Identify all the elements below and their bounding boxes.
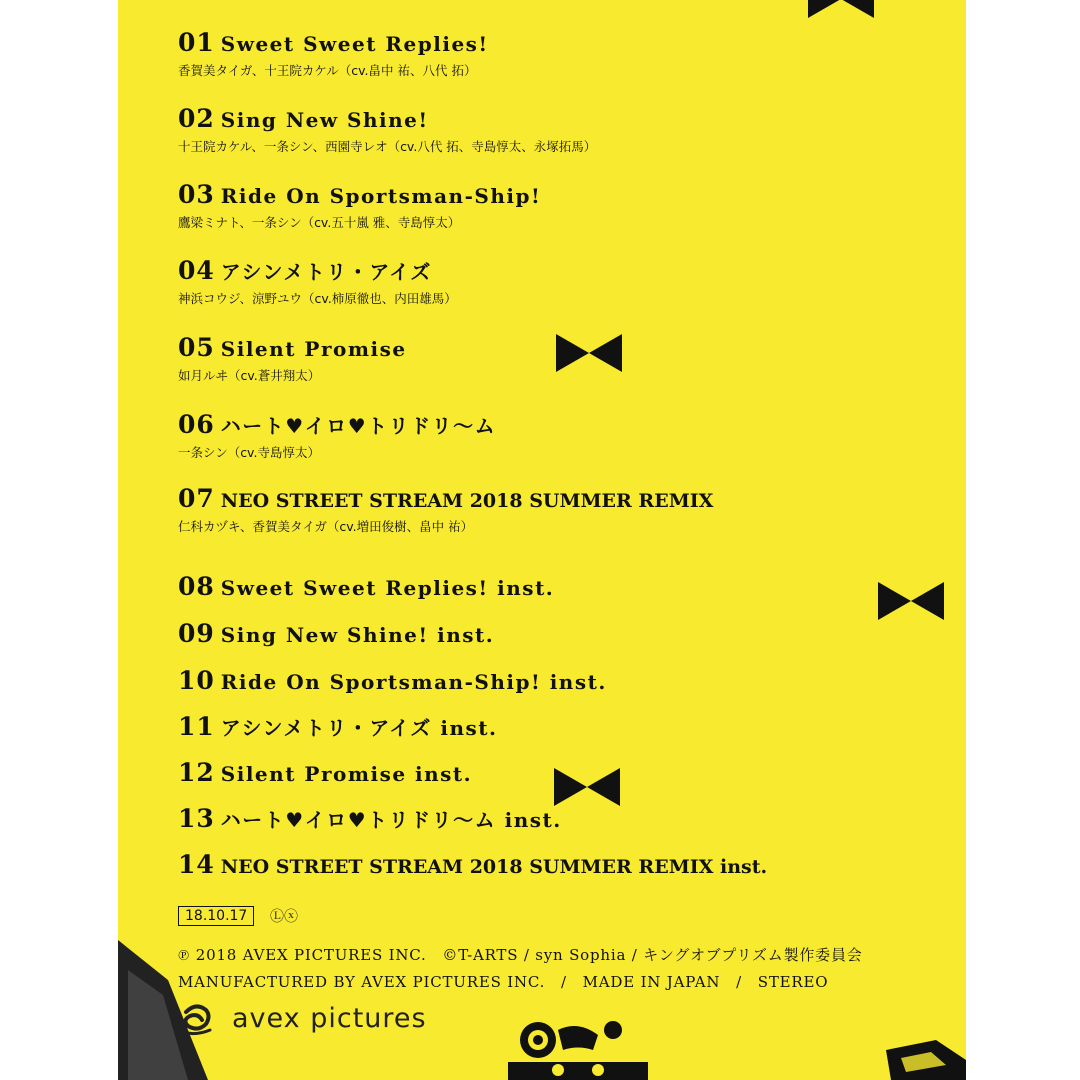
track-13	[178, 804, 562, 833]
corner-artwork-decoration	[876, 1020, 966, 1080]
corner-artwork-decoration	[118, 940, 208, 1080]
track-11	[178, 712, 497, 741]
track-05	[178, 333, 407, 384]
track-04	[178, 256, 457, 307]
right-margin	[966, 0, 1080, 1080]
track-number: 02	[178, 104, 215, 133]
track-08	[178, 572, 554, 601]
bow-decoration	[554, 768, 620, 806]
track-artist: 一条シン（cv.寺島惇太）	[178, 445, 320, 460]
track-number: 08	[178, 572, 215, 601]
track-number: 09	[178, 619, 215, 648]
track-number: 05	[178, 333, 215, 362]
track-title: Sing New Shine! inst.	[220, 623, 495, 647]
track-09	[178, 619, 494, 648]
rating-marks: Ⓛⓧ	[270, 909, 298, 925]
logo-text: avex pictures	[232, 1002, 427, 1034]
track-06	[178, 410, 496, 461]
track-title: ハート♥イロ♥トリドリ〜ム inst.	[220, 808, 562, 832]
track-number: 10	[178, 666, 215, 695]
track-title: Sing New Shine!	[220, 108, 429, 132]
track-title: Silent Promise inst.	[220, 762, 473, 786]
track-title: NEO STREET STREAM 2018 SUMMER REMIX	[220, 490, 714, 512]
track-number: 03	[178, 180, 215, 209]
track-title: Ride On Sportsman-Ship! inst.	[220, 670, 607, 694]
track-02	[178, 104, 596, 155]
track-10	[178, 666, 607, 695]
track-title: NEO STREET STREAM 2018 SUMMER REMIX inst.	[220, 856, 768, 878]
avex-pictures-logo	[178, 1000, 427, 1036]
track-07	[178, 484, 713, 535]
track-title: Sweet Sweet Replies!	[220, 32, 489, 56]
track-title: アシンメトリ・アイズ	[220, 260, 432, 284]
track-number: 12	[178, 758, 215, 787]
track-title: Silent Promise	[220, 337, 407, 361]
track-title: Ride On Sportsman-Ship!	[220, 184, 542, 208]
track-artist: 如月ルヰ（cv.蒼井翔太）	[178, 368, 321, 383]
bow-decoration	[556, 334, 622, 372]
track-artist: 香賀美タイガ、十王院カケル（cv.畠中 祐、八代 拓）	[178, 63, 477, 78]
track-number: 07	[178, 484, 215, 513]
copyright-line: ℗ 2018 AVEX PICTURES INC. ©T-ARTS / syn Sophia / キングオブプリズム製作委員会	[178, 946, 863, 964]
rose-artwork-decoration	[498, 990, 658, 1080]
track-title: ハート♥イロ♥トリドリ〜ム	[220, 414, 497, 438]
manufactured-line: MANUFACTURED BY AVEX PICTURES INC. / MADE IN JAPAN / STEREO	[178, 973, 829, 991]
bow-decoration	[878, 582, 944, 620]
track-artist: 十王院カケル、一条シン、西園寺レオ（cv.八代 拓、寺島惇太、永塚拓馬）	[178, 139, 597, 154]
track-number: 14	[178, 850, 215, 879]
track-number: 06	[178, 410, 215, 439]
track-title: Sweet Sweet Replies! inst.	[220, 576, 555, 600]
track-artist: 鷹梁ミナト、一条シン（cv.五十嵐 雅、寺島惇太）	[178, 215, 461, 230]
track-number: 13	[178, 804, 215, 833]
track-number: 01	[178, 28, 215, 57]
track-artist: 神浜コウジ、涼野ユウ（cv.柿原徹也、内田雄馬）	[178, 291, 457, 306]
track-artist: 仁科カヅキ、香賀美タイガ（cv.増田俊樹、畠中 祐）	[178, 519, 474, 534]
release-date: 18.10.17	[178, 906, 254, 926]
track-number: 11	[178, 712, 215, 741]
track-03	[178, 180, 541, 231]
track-01	[178, 28, 489, 79]
cd-back-cover	[118, 0, 966, 1080]
left-margin	[0, 0, 118, 1080]
track-14	[178, 850, 767, 879]
track-number: 04	[178, 256, 215, 285]
track-12	[178, 758, 472, 787]
track-title: アシンメトリ・アイズ inst.	[220, 716, 498, 740]
bow-decoration-top	[808, 0, 874, 18]
